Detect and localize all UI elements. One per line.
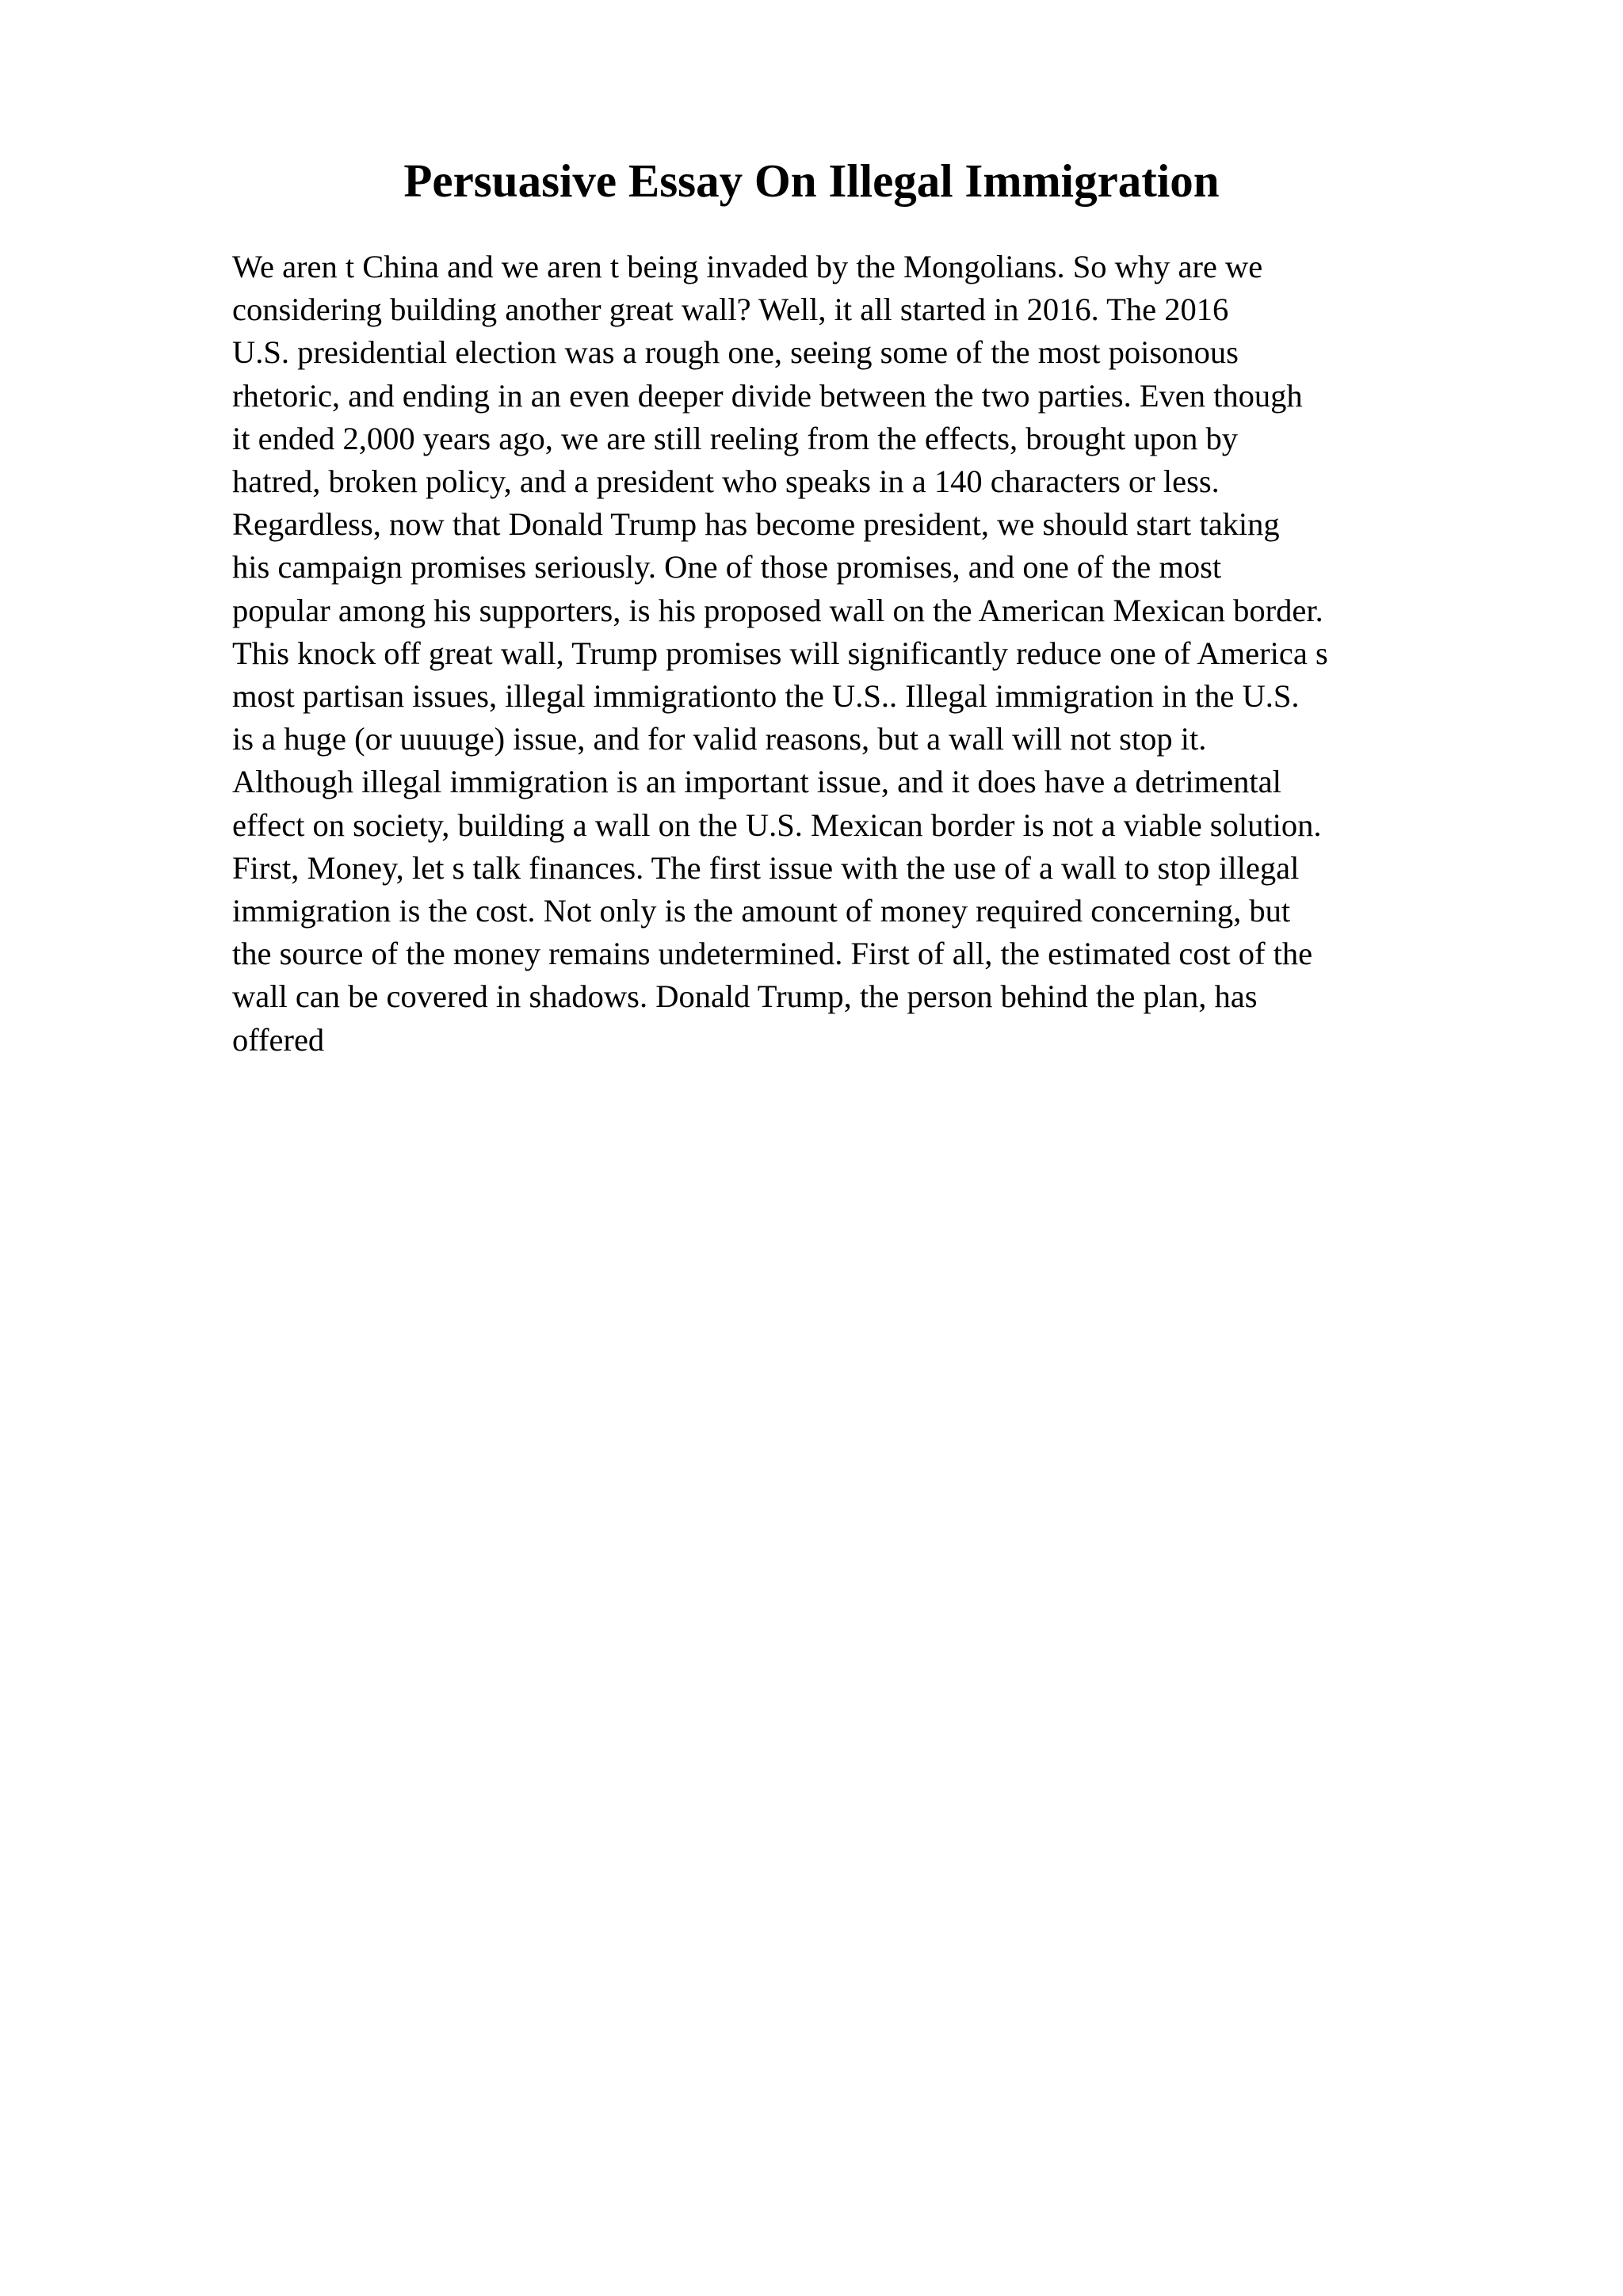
essay-line: Regardless, now that Donald Trump has become president, we should start taking (232, 506, 1280, 543)
essay-line: rhetoric, and ending in an even deeper divide between the two parties. Even though (232, 377, 1303, 414)
essay-line: First, Money, let s talk finances. The first issue with the use of a wall to stop illegal (232, 849, 1300, 886)
essay-line: effect on society, building a wall on the U.S. Mexican border is not a viable solution. (232, 807, 1322, 843)
essay-line: Although illegal immigration is an important issue, and it does have a detrimental (232, 764, 1281, 800)
essay-line: immigration is the cost. Not only is the amount of money required concerning, but (232, 893, 1291, 929)
essay-line: offered (232, 1021, 325, 1058)
essay-line: U.S. presidential election was a rough one, seeing some of the most poisonous (232, 334, 1239, 371)
essay-line: his campaign promises seriously. One of those promises, and one of the most (232, 549, 1222, 585)
essay-line: popular among his supporters, is his proposed wall on the American Mexican border. (232, 592, 1323, 628)
essay-line: wall can be covered in shadows. Donald Trump, the person behind the plan, has (232, 978, 1258, 1015)
essay-line: the source of the money remains undetermined. First of all, the estimated cost of the (232, 936, 1313, 972)
essay-line: it ended 2,000 years ago, we are still reeling from the effects, brought upon by (232, 420, 1239, 456)
document-title: Persuasive Essay On Illegal Immigration (403, 154, 1220, 207)
essay-line: considering building another great wall? Well, it all started in 2016. The 2016 (232, 292, 1229, 328)
essay-line: We aren t China and we aren t being invaded by the Mongolians. So why are we (232, 249, 1263, 284)
essay-line: is a huge (or uuuuge) issue, and for valid reasons, but a wall will not stop it. (232, 721, 1207, 757)
essay-line: hatred, broken policy, and a president who speaks in a 140 characters or less. (232, 463, 1220, 500)
essay-line: This knock off great wall, Trump promises will significantly reduce one of America s (232, 635, 1328, 671)
essay-body (232, 246, 1516, 1062)
essay-line: most partisan issues, illegal immigrationto the U.S.. Illegal immigration in the U.S. (232, 678, 1300, 715)
